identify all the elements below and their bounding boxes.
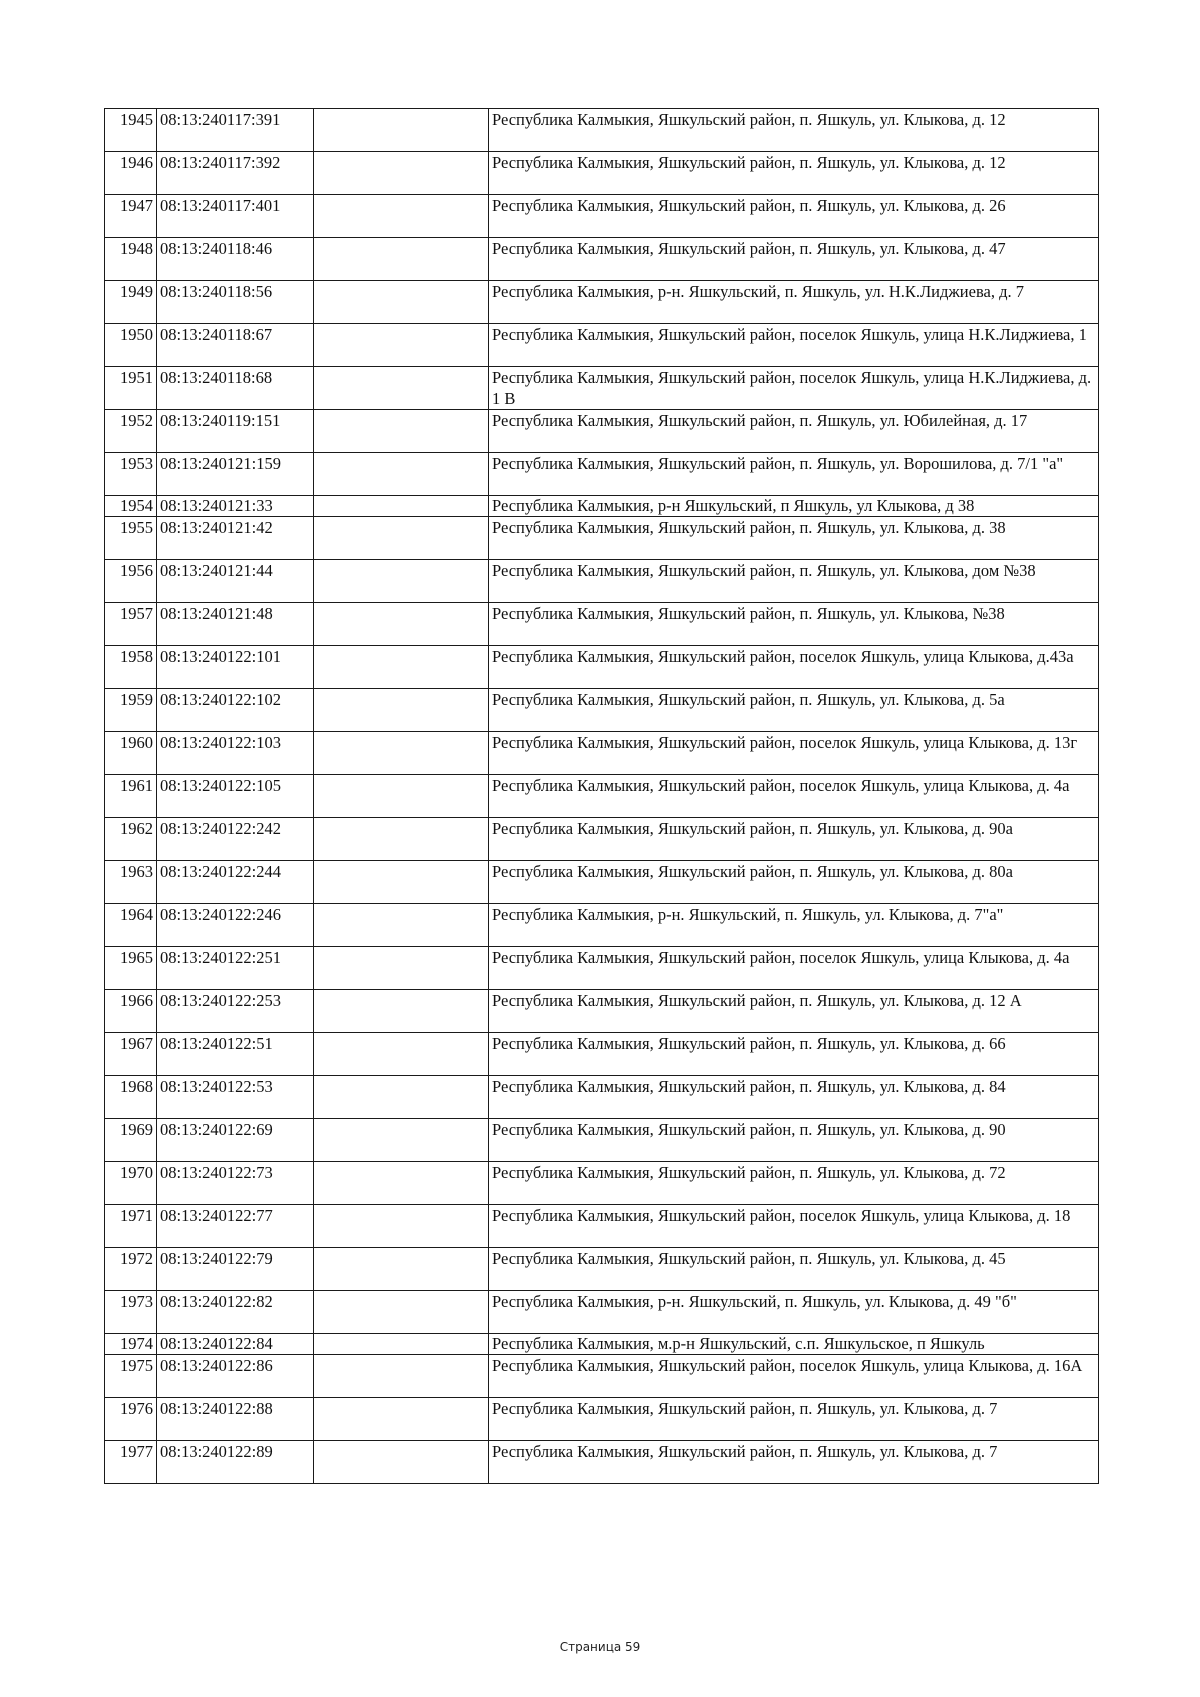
cadastral-number-cell: 08:13:240122:79	[157, 1248, 314, 1291]
empty-cell	[314, 195, 489, 238]
empty-cell	[314, 496, 489, 517]
row-number-cell: 1976	[105, 1398, 157, 1441]
table-row	[105, 646, 1099, 689]
empty-cell	[314, 453, 489, 496]
row-number-cell: 1948	[105, 238, 157, 281]
row-number-cell: 1952	[105, 410, 157, 453]
address-cell: Республика Калмыкия, Яшкульский район, п. Яшкуль, ул. Клыкова, д. 45	[489, 1248, 1099, 1291]
row-number-cell: 1971	[105, 1205, 157, 1248]
address-cell: Республика Калмыкия, Яшкульский район, п. Яшкуль, ул. Ворошилова, д. 7/1 "а"	[489, 453, 1099, 496]
cadastral-number-cell: 08:13:240122:53	[157, 1076, 314, 1119]
row-number-cell: 1956	[105, 560, 157, 603]
row-number-cell: 1953	[105, 453, 157, 496]
page-footer	[0, 1640, 1200, 1654]
cadastral-number-cell: 08:13:240121:159	[157, 453, 314, 496]
table-row	[105, 367, 1099, 410]
empty-cell	[314, 281, 489, 324]
table-row	[105, 904, 1099, 947]
empty-cell	[314, 689, 489, 732]
cadastral-number-cell: 08:13:240121:42	[157, 517, 314, 560]
row-number-cell: 1977	[105, 1441, 157, 1484]
address-cell: Республика Калмыкия, Яшкульский район, п. Яшкуль, ул. Клыкова, д. 12 А	[489, 990, 1099, 1033]
address-cell: Республика Калмыкия, Яшкульский район, п. Яшкуль, ул. Клыкова, д. 26	[489, 195, 1099, 238]
address-cell: Республика Калмыкия, Яшкульский район, п. Яшкуль, ул. Клыкова, д. 47	[489, 238, 1099, 281]
address-cell: Республика Калмыкия, Яшкульский район, п. Яшкуль, ул. Клыкова, дом №38	[489, 560, 1099, 603]
row-number-cell: 1954	[105, 496, 157, 517]
table-row	[105, 195, 1099, 238]
address-cell: Республика Калмыкия, Яшкульский район, поселок Яшкуль, улица Клыкова, д. 13г	[489, 732, 1099, 775]
empty-cell	[314, 1398, 489, 1441]
cadastral-number-cell: 08:13:240121:44	[157, 560, 314, 603]
empty-cell	[314, 1033, 489, 1076]
row-number-cell: 1959	[105, 689, 157, 732]
row-number-cell: 1957	[105, 603, 157, 646]
table-row	[105, 560, 1099, 603]
cadastral-number-cell: 08:13:240121:48	[157, 603, 314, 646]
row-number-cell: 1969	[105, 1119, 157, 1162]
cadastral-number-cell: 08:13:240122:89	[157, 1441, 314, 1484]
empty-cell	[314, 947, 489, 990]
cadastral-number-cell: 08:13:240122:103	[157, 732, 314, 775]
cadastral-number-cell: 08:13:240122:105	[157, 775, 314, 818]
cadastral-number-cell: 08:13:240122:51	[157, 1033, 314, 1076]
table-row	[105, 818, 1099, 861]
row-number-cell: 1965	[105, 947, 157, 990]
address-cell: Республика Калмыкия, Яшкульский район, п. Яшкуль, ул. Клыкова, д. 90а	[489, 818, 1099, 861]
address-cell: Республика Калмыкия, Яшкульский район, п. Яшкуль, ул. Клыкова, д. 38	[489, 517, 1099, 560]
address-cell: Республика Калмыкия, Яшкульский район, п. Яшкуль, ул. Клыкова, д. 66	[489, 1033, 1099, 1076]
address-cell: Республика Калмыкия, Яшкульский район, п. Яшкуль, ул. Клыкова, д. 7	[489, 1398, 1099, 1441]
address-cell: Республика Калмыкия, р-н. Яшкульский, п. Яшкуль, ул. Клыкова, д. 49 "б"	[489, 1291, 1099, 1334]
empty-cell	[314, 1291, 489, 1334]
row-number-cell: 1960	[105, 732, 157, 775]
cadastral-number-cell: 08:13:240121:33	[157, 496, 314, 517]
cadastral-number-cell: 08:13:240122:86	[157, 1355, 314, 1398]
empty-cell	[314, 1441, 489, 1484]
empty-cell	[314, 560, 489, 603]
cadastral-number-cell: 08:13:240118:68	[157, 367, 314, 410]
empty-cell	[314, 1248, 489, 1291]
empty-cell	[314, 1355, 489, 1398]
empty-cell	[314, 904, 489, 947]
cadastral-number-cell: 08:13:240118:56	[157, 281, 314, 324]
address-cell: Республика Калмыкия, Яшкульский район, п. Яшкуль, ул. Клыкова, д. 12	[489, 152, 1099, 195]
address-cell: Республика Калмыкия, Яшкульский район, п. Яшкуль, ул. Юбилейная, д. 17	[489, 410, 1099, 453]
table-row	[105, 947, 1099, 990]
table-row	[105, 1398, 1099, 1441]
cadastral-number-cell: 08:13:240122:244	[157, 861, 314, 904]
cadastral-number-cell: 08:13:240122:82	[157, 1291, 314, 1334]
address-cell: Республика Калмыкия, Яшкульский район, п. Яшкуль, ул. Клыкова, д. 84	[489, 1076, 1099, 1119]
cadastral-number-cell: 08:13:240117:401	[157, 195, 314, 238]
table-row	[105, 1205, 1099, 1248]
empty-cell	[314, 1119, 489, 1162]
row-number-cell: 1946	[105, 152, 157, 195]
address-cell: Республика Калмыкия, Яшкульский район, поселок Яшкуль, улица Клыкова, д.43а	[489, 646, 1099, 689]
cadastral-number-cell: 08:13:240122:242	[157, 818, 314, 861]
cadastral-number-cell: 08:13:240122:69	[157, 1119, 314, 1162]
row-number-cell: 1974	[105, 1334, 157, 1355]
table-row	[105, 109, 1099, 152]
table-row	[105, 1033, 1099, 1076]
empty-cell	[314, 109, 489, 152]
empty-cell	[314, 152, 489, 195]
empty-cell	[314, 1205, 489, 1248]
cadastral-number-cell: 08:13:240122:73	[157, 1162, 314, 1205]
address-cell: Республика Калмыкия, Яшкульский район, п. Яшкуль, ул. Клыкова, д. 90	[489, 1119, 1099, 1162]
cadastral-number-cell: 08:13:240117:391	[157, 109, 314, 152]
cadastral-number-cell: 08:13:240122:102	[157, 689, 314, 732]
table-row	[105, 410, 1099, 453]
row-number-cell: 1962	[105, 818, 157, 861]
address-cell: Республика Калмыкия, Яшкульский район, поселок Яшкуль, улица Н.К.Лиджиева, 1	[489, 324, 1099, 367]
cadastral-number-cell: 08:13:240117:392	[157, 152, 314, 195]
row-number-cell: 1947	[105, 195, 157, 238]
empty-cell	[314, 1076, 489, 1119]
table-row	[105, 1334, 1099, 1355]
empty-cell	[314, 990, 489, 1033]
address-cell: Республика Калмыкия, Яшкульский район, поселок Яшкуль, улица Н.К.Лиджиева, д. 1 В	[489, 367, 1099, 410]
empty-cell	[314, 732, 489, 775]
empty-cell	[314, 1162, 489, 1205]
address-cell: Республика Калмыкия, Яшкульский район, п. Яшкуль, ул. Клыкова, д. 7	[489, 1441, 1099, 1484]
empty-cell	[314, 238, 489, 281]
table-row	[105, 689, 1099, 732]
empty-cell	[314, 775, 489, 818]
table-row	[105, 1119, 1099, 1162]
address-cell: Республика Калмыкия, Яшкульский район, п. Яшкуль, ул. Клыкова, д. 5а	[489, 689, 1099, 732]
row-number-cell: 1950	[105, 324, 157, 367]
cadastral-number-cell: 08:13:240122:101	[157, 646, 314, 689]
table-row	[105, 517, 1099, 560]
cadastral-number-cell: 08:13:240122:77	[157, 1205, 314, 1248]
row-number-cell: 1968	[105, 1076, 157, 1119]
cadastral-number-cell: 08:13:240119:151	[157, 410, 314, 453]
cadastral-number-cell: 08:13:240122:253	[157, 990, 314, 1033]
registry-table-body	[105, 109, 1099, 1484]
table-row	[105, 1162, 1099, 1205]
address-cell: Республика Калмыкия, Яшкульский район, поселок Яшкуль, улица Клыкова, д. 16А	[489, 1355, 1099, 1398]
cadastral-number-cell: 08:13:240122:251	[157, 947, 314, 990]
table-row	[105, 861, 1099, 904]
table-row	[105, 453, 1099, 496]
empty-cell	[314, 410, 489, 453]
table-row	[105, 732, 1099, 775]
cadastral-number-cell: 08:13:240118:46	[157, 238, 314, 281]
row-number-cell: 1951	[105, 367, 157, 410]
table-row	[105, 603, 1099, 646]
row-number-cell: 1964	[105, 904, 157, 947]
row-number-cell: 1966	[105, 990, 157, 1033]
address-cell: Республика Калмыкия, р-н. Яшкульский, п. Яшкуль, ул. Клыкова, д. 7"а"	[489, 904, 1099, 947]
empty-cell	[314, 646, 489, 689]
registry-table	[104, 108, 1099, 1484]
address-cell: Республика Калмыкия, р-н. Яшкульский, п. Яшкуль, ул. Н.К.Лиджиева, д. 7	[489, 281, 1099, 324]
row-number-cell: 1963	[105, 861, 157, 904]
empty-cell	[314, 517, 489, 560]
cadastral-number-cell: 08:13:240118:67	[157, 324, 314, 367]
table-row	[105, 1076, 1099, 1119]
row-number-cell: 1967	[105, 1033, 157, 1076]
address-cell: Республика Калмыкия, Яшкульский район, п. Яшкуль, ул. Клыкова, №38	[489, 603, 1099, 646]
row-number-cell: 1972	[105, 1248, 157, 1291]
table-row	[105, 1291, 1099, 1334]
cadastral-number-cell: 08:13:240122:84	[157, 1334, 314, 1355]
table-row	[105, 238, 1099, 281]
row-number-cell: 1975	[105, 1355, 157, 1398]
table-row	[105, 990, 1099, 1033]
table-row	[105, 1248, 1099, 1291]
row-number-cell: 1945	[105, 109, 157, 152]
row-number-cell: 1958	[105, 646, 157, 689]
table-row	[105, 324, 1099, 367]
page-number-label: Страница 59	[559, 1640, 641, 1654]
cadastral-number-cell: 08:13:240122:246	[157, 904, 314, 947]
table-row	[105, 281, 1099, 324]
table-row	[105, 496, 1099, 517]
row-number-cell: 1973	[105, 1291, 157, 1334]
address-cell: Республика Калмыкия, р-н Яшкульский, п Яшкуль, ул Клыкова, д 38	[489, 496, 1099, 517]
address-cell: Республика Калмыкия, Яшкульский район, п. Яшкуль, ул. Клыкова, д. 80а	[489, 861, 1099, 904]
table-row	[105, 152, 1099, 195]
table-row	[105, 1441, 1099, 1484]
address-cell: Республика Калмыкия, Яшкульский район, поселок Яшкуль, улица Клыкова, д. 4а	[489, 775, 1099, 818]
cadastral-number-cell: 08:13:240122:88	[157, 1398, 314, 1441]
address-cell: Республика Калмыкия, м.р-н Яшкульский, с.п. Яшкульское, п Яшкуль	[489, 1334, 1099, 1355]
empty-cell	[314, 818, 489, 861]
empty-cell	[314, 367, 489, 410]
row-number-cell: 1949	[105, 281, 157, 324]
document-sheet	[104, 108, 1098, 1484]
address-cell: Республика Калмыкия, Яшкульский район, п. Яшкуль, ул. Клыкова, д. 12	[489, 109, 1099, 152]
empty-cell	[314, 603, 489, 646]
table-row	[105, 775, 1099, 818]
address-cell: Республика Калмыкия, Яшкульский район, поселок Яшкуль, улица Клыкова, д. 18	[489, 1205, 1099, 1248]
row-number-cell: 1961	[105, 775, 157, 818]
row-number-cell: 1970	[105, 1162, 157, 1205]
address-cell: Республика Калмыкия, Яшкульский район, поселок Яшкуль, улица Клыкова, д. 4а	[489, 947, 1099, 990]
empty-cell	[314, 1334, 489, 1355]
empty-cell	[314, 324, 489, 367]
address-cell: Республика Калмыкия, Яшкульский район, п. Яшкуль, ул. Клыкова, д. 72	[489, 1162, 1099, 1205]
table-row	[105, 1355, 1099, 1398]
row-number-cell: 1955	[105, 517, 157, 560]
empty-cell	[314, 861, 489, 904]
